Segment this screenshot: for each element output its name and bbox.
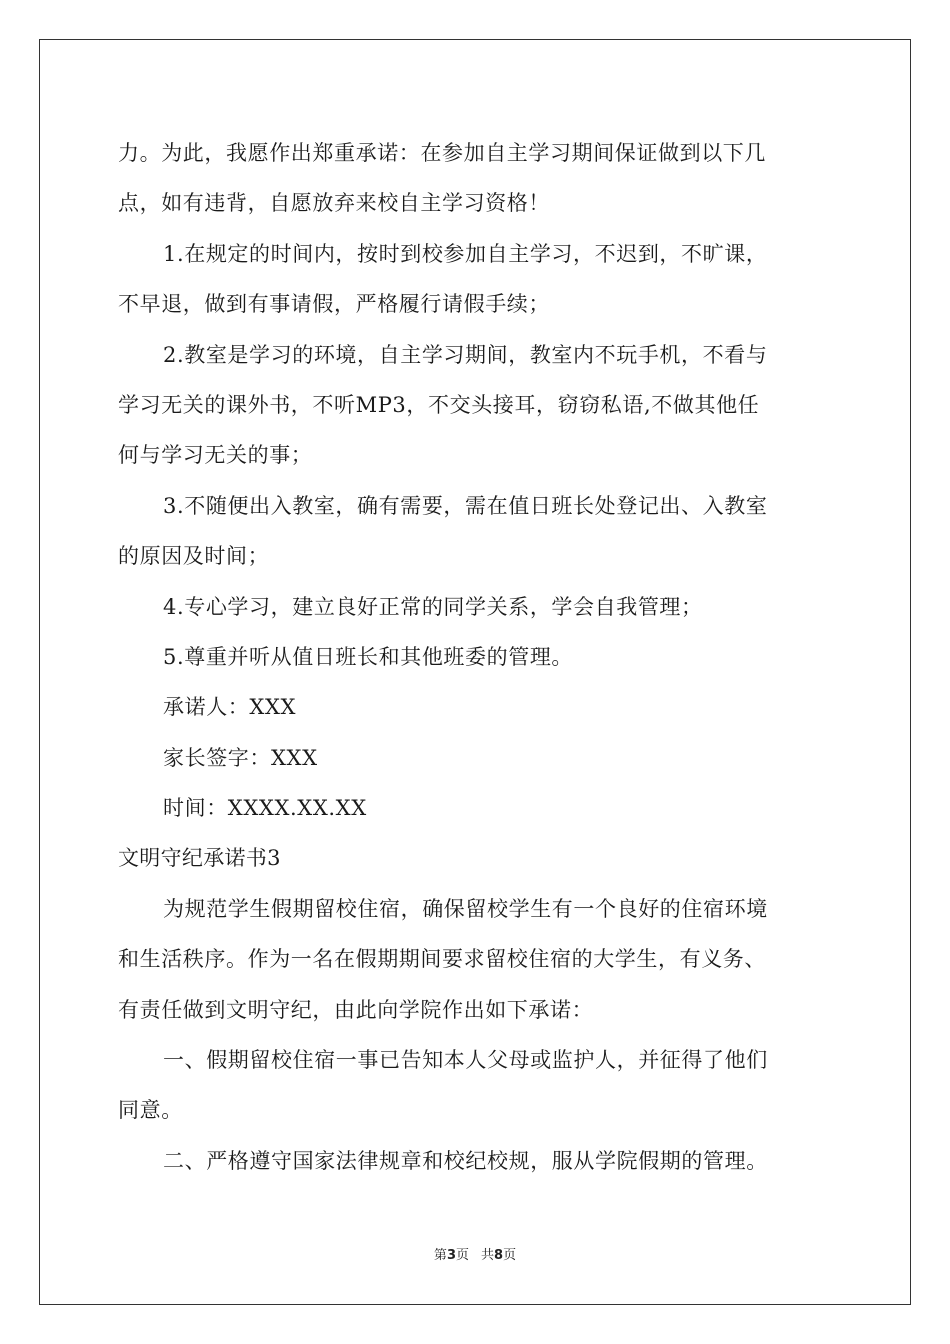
body-line: 同意。 — [118, 1098, 183, 1123]
total-pages: 8 — [494, 1248, 504, 1263]
parent-signature-line: 家长签字：XXX — [163, 745, 318, 770]
list-item: 4.专心学习，建立良好正常的同学关系，学会自我管理； — [163, 594, 703, 619]
page-footer — [0, 1244, 950, 1263]
list-item: 5.尊重并听从值日班长和其他班委的管理。 — [163, 644, 574, 669]
body-line: 的原因及时间； — [118, 544, 270, 569]
date-line: 时间：XXXX.XX.XX — [163, 796, 367, 821]
body-line: 点，如有违背，自愿放弃来校自主学习资格！ — [118, 191, 550, 216]
body-line: 学习无关的课外书，不听MP3，不交头接耳，窃窃私语,不做其他任 — [118, 392, 760, 417]
section-heading: 文明守纪承诺书3 — [118, 846, 281, 871]
document-body — [118, 128, 833, 1186]
list-item: 3.不随便出入教室，确有需要，需在值日班长处登记出、入教室 — [163, 493, 768, 518]
body-line: 有责任做到文明守纪，由此向学院作出如下承诺： — [118, 997, 594, 1022]
total-suffix: 页 — [503, 1248, 517, 1263]
body-line: 和生活秩序。作为一名在假期期间要求留校住宿的大学生，有义务、 — [118, 947, 766, 972]
list-item: 一、假期留校住宿一事已告知本人父母或监护人，并征得了他们 — [163, 1048, 768, 1073]
page-number: 3 — [446, 1248, 456, 1263]
list-item: 二、严格遵守国家法律规章和校纪校规，服从学院假期的管理。 — [163, 1148, 768, 1173]
total-prefix: 共 — [481, 1248, 495, 1263]
signer-line: 承诺人：XXX — [163, 695, 297, 720]
list-item: 1.在规定的时间内，按时到校参加自主学习，不迟到，不旷课， — [163, 241, 768, 266]
page-suffix: 页 — [455, 1248, 469, 1263]
body-line: 力。为此，我愿作出郑重承诺：在参加自主学习期间保证做到以下几 — [118, 141, 766, 165]
body-line: 何与学习无关的事； — [118, 443, 313, 468]
body-line: 不早退，做到有事请假，严格履行请假手续； — [118, 292, 550, 317]
list-item: 2.教室是学习的环境，自主学习期间，教室内不玩手机，不看与 — [163, 342, 768, 367]
body-line: 为规范学生假期留校住宿，确保留校学生有一个良好的住宿环境 — [163, 896, 768, 921]
page-prefix: 第 — [433, 1248, 447, 1263]
